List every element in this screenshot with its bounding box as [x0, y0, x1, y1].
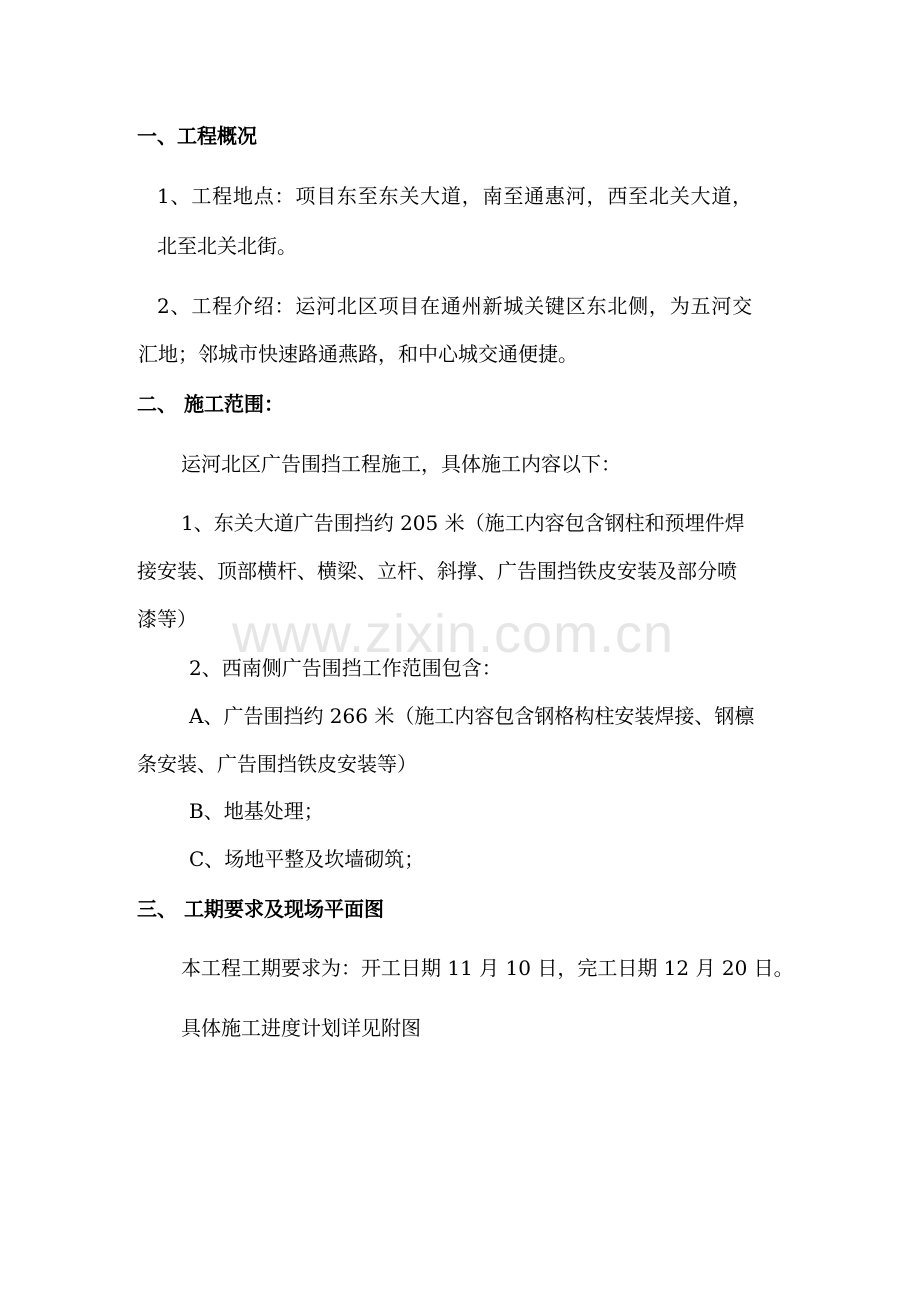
paragraph-line: 汇地；邻城市快速路通燕路，和中心城交通便捷。	[138, 342, 578, 366]
paragraph-line: A、广告围挡约 266 米（施工内容包含钢格构柱安装焊接、钢檩	[189, 704, 755, 728]
paragraph-line: C、场地平整及坎墙砌筑；	[189, 847, 425, 871]
paragraph-line: 1、东关大道广告围挡约 205 米（施工内容包含钢柱和预埋件焊	[181, 511, 745, 535]
paragraph-line: 漆等）	[137, 607, 197, 631]
section-heading-schedule: 三、 工期要求及现场平面图	[137, 897, 384, 921]
paragraph-line: 1、工程地点：项目东至东关大道，南至通惠河，西至北关大道，	[157, 184, 753, 208]
paragraph-line: 接安装、顶部横杆、横梁、立杆、斜撑、广告围挡铁皮安装及部分喷	[137, 559, 737, 583]
paragraph-line: 北至北关北街。	[157, 234, 297, 258]
paragraph-line: 运河北区广告围挡工程施工，具体施工内容以下：	[181, 452, 621, 476]
section-heading-scope: 二、 施工范围：	[137, 392, 284, 416]
paragraph-line: 2、工程介绍：运河北区项目在通州新城关键区东北侧，为五河交	[157, 294, 753, 318]
paragraph-line: 具体施工进度计划详见附图	[181, 1016, 421, 1040]
section-heading-overview: 一、工程概况	[137, 124, 257, 148]
paragraph-line: 本工程工期要求为：开工日期 11 月 10 日，完工日期 12 月 20 日。	[181, 956, 794, 980]
paragraph-line: B、地基处理；	[189, 799, 324, 823]
paragraph-line: 2、西南侧广告围挡工作范围包含：	[189, 656, 502, 680]
paragraph-line: 条安装、广告围挡铁皮安装等）	[137, 752, 417, 776]
watermark: www.zixin.com.cn	[232, 604, 675, 664]
